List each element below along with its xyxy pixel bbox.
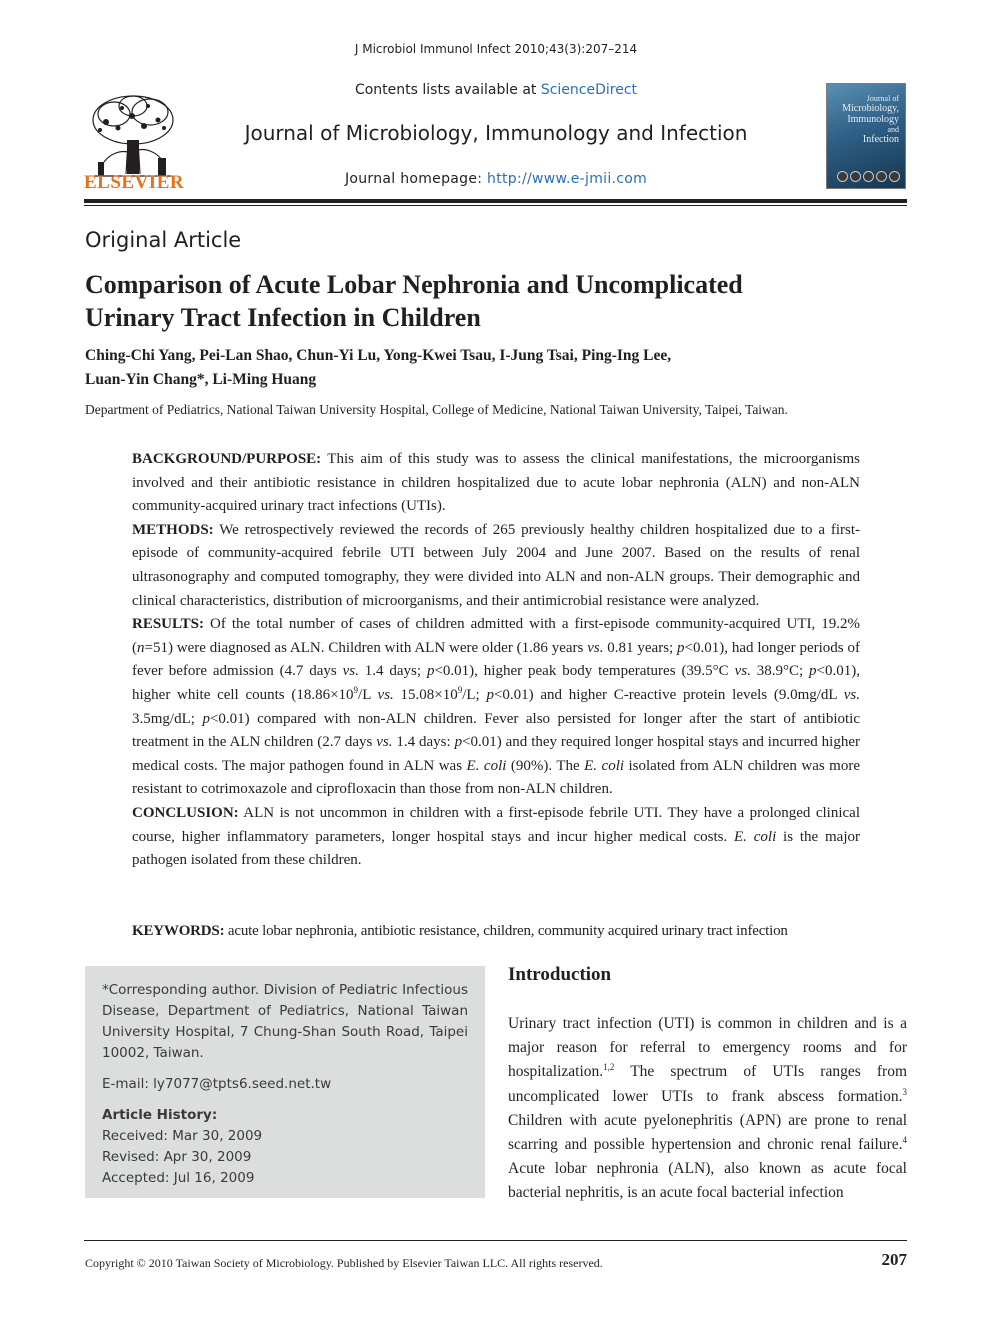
results-text: 3.5mg/dL;: [132, 710, 203, 727]
corresponding-author: *Corresponding author. Division of Pediatric Infectious Disease, Department of Pediatrics, National Taiwan University Hospital, 7 Chung-Shan South Road, Taipei 10002, Taiwan.: [102, 982, 468, 1061]
results-text: vs.: [587, 639, 604, 656]
corresponding-email: E-mail: ly7077@tpts6.seed.net.tw: [102, 1076, 332, 1092]
intro-text: Acute lobar nephronia (ALN), also known as acute focal bacterial nephritis, is an acute focal bacterial infection: [508, 1160, 907, 1202]
footer-divider: [84, 1240, 907, 1241]
results-text: E. coli: [584, 757, 625, 774]
cover-emblem: [876, 171, 887, 182]
header-divider-thick: [84, 199, 907, 203]
intro-text: Children with acute pyelonephritis (APN) are prone to renal scarring and possible hypertension and chronic renal failure.: [508, 1111, 907, 1154]
history-accepted: Accepted: Jul 16, 2009: [102, 1170, 255, 1186]
homepage-prefix: Journal homepage:: [344, 171, 488, 187]
background-text: This aim of this study was to assess the clinical manifestations, the microorganisms involved and their antibiotic resistance in children hospitalized due to acute lobar nephronia (ALN) and non-ALN community-acquired urinary tract infections (UTIs).: [132, 451, 860, 515]
results-text: (90%). The: [506, 757, 585, 774]
authors-line-1: Ching-Chi Yang, Pei-Lan Shao, Chun-Yi Lu, Yong-Kwei Tsau, I-Jung Tsai, Ping-Ing Lee,: [85, 347, 672, 364]
history-received: Received: Mar 30, 2009: [102, 1128, 263, 1144]
intro-text: The spectrum of UTIs ranges from uncomplicated lower UTIs to frank abscess formation.: [508, 1063, 907, 1105]
abstract-background: [132, 448, 860, 519]
author-list: [85, 344, 885, 392]
reference-marker[interactable]: 4: [902, 1134, 907, 1145]
results-text: vs.: [342, 663, 359, 680]
abstract-conclusion: [132, 802, 860, 873]
results-text: <0.01) and higher C-reactive protein levels (9.0mg/dL: [493, 686, 844, 703]
cover-emblem: [889, 171, 900, 182]
methods-label: METHODS:: [132, 521, 214, 538]
journal-title: Journal of Microbiology, Immunology and Infection: [244, 121, 748, 145]
results-text: p: [486, 686, 494, 703]
homepage-link[interactable]: http://www.e-jmii.com: [487, 171, 648, 187]
journal-cover-image: [826, 83, 906, 189]
results-text: 1.4 days:: [392, 734, 455, 751]
header-divider-thin: [84, 205, 907, 206]
elsevier-wordmark: ELSEVIER: [84, 172, 185, 193]
results-text: p: [677, 639, 685, 656]
article-title: [85, 268, 885, 334]
results-text: Of the total number of cases of children admitted with a first-episode community-acquired UTI, 19.2% (: [132, 616, 860, 656]
results-text: /L;: [462, 686, 487, 703]
keywords-text: acute lobar nephronia, antibiotic resistance, children, community acquired urinary tract infection: [224, 923, 788, 939]
results-text: 0.81 years;: [603, 639, 678, 656]
results-text: <0.01) compared with non-ALN children. Fever also persisted for longer after the start of antibiotic treatment in the ALN children (2.7 days: [132, 710, 860, 751]
conclusion-text: E. coli: [734, 828, 777, 845]
results-text: 38.9°C;: [750, 663, 810, 680]
journal-citation: J Microbiol Immunol Infect 2010;43(3):207–214: [354, 42, 638, 56]
conclusion-text: is the major pathogen isolated from these children.: [132, 828, 860, 869]
author-affiliation: Department of Pediatrics, National Taiwan University Hospital, College of Medicine, National Taiwan University, Taipei, Taiwan.: [85, 402, 788, 417]
results-text: <0.01), had longer periods of fever before admission (4.7 days: [132, 639, 860, 680]
correspondence-box: [85, 966, 485, 1198]
reference-marker[interactable]: 3: [902, 1086, 907, 1097]
sciencedirect-link[interactable]: ScienceDirect: [540, 82, 638, 98]
results-text: 15.08×10: [393, 686, 458, 703]
results-text: p: [426, 663, 435, 680]
results-text: p: [202, 710, 210, 727]
article-type: Original Article: [85, 228, 242, 252]
cover-emblem: [850, 171, 861, 182]
results-text: vs.: [734, 663, 751, 680]
conclusion-text: ALN is not uncommon in children with a first-episode febrile UTI. They have a prolonged clinical course, higher inflammatory parameters, longer hospital stays and incur higher medical costs.: [132, 804, 860, 845]
results-text: n: [137, 639, 145, 656]
conclusion-label: CONCLUSION:: [132, 804, 239, 821]
results-text: <0.01), higher peak body temperatures (39.5°C: [434, 663, 735, 680]
results-text: /L: [358, 686, 378, 703]
authors-line-2: Luan-Yin Chang*, Li-Ming Huang: [85, 371, 317, 388]
introduction-heading: Introduction: [508, 964, 612, 985]
cover-line-4: and: [887, 125, 899, 134]
abstract-methods: [132, 519, 860, 613]
keywords-label: KEYWORDS:: [132, 923, 225, 939]
keywords: [132, 923, 860, 940]
abstract-results: [132, 613, 860, 802]
results-text: 1.4 days;: [358, 663, 427, 680]
results-text: vs.: [377, 686, 394, 703]
results-text: <0.01), higher white cell counts (18.86×10: [132, 663, 860, 703]
cover-line-5: Infection: [862, 134, 899, 145]
background-label: BACKGROUND/PURPOSE:: [132, 451, 322, 467]
contents-prefix: Contents lists available at: [354, 82, 541, 98]
results-text: 9: [353, 684, 359, 695]
cover-line-3: Immunology: [847, 114, 899, 125]
intro-text: Urinary tract infection (UTI) is common in children and is a major reason for referral to emergency rooms and for hospitalization.: [508, 1015, 907, 1081]
article-title-line-2: Urinary Tract Infection in Children: [85, 303, 481, 332]
results-text: =51) were diagnosed as ALN. Children with ALN were older (1.86 years: [144, 639, 588, 656]
cover-line-1: Journal of: [866, 94, 899, 103]
article-title-line-1: Comparison of Acute Lobar Nephronia and Uncomplicated: [85, 270, 743, 299]
abstract: [132, 448, 860, 873]
history-revised: Revised: Apr 30, 2009: [102, 1149, 252, 1165]
results-text: p: [809, 663, 817, 680]
results-label: RESULTS:: [132, 616, 204, 633]
results-text: <0.01) and they required longer hospital stays and incurred higher medical costs. The major pathogen found in ALN was: [132, 734, 860, 774]
article-history-title: Article History:: [102, 1107, 218, 1123]
cover-line-2: Microbiology,: [842, 103, 899, 114]
results-text: vs.: [376, 734, 393, 751]
reference-marker[interactable]: 1,2: [603, 1062, 615, 1073]
results-text: p: [454, 734, 463, 751]
introduction-body: [508, 1012, 907, 1206]
cover-emblem: [863, 171, 874, 182]
results-text: vs.: [843, 686, 861, 703]
results-text: isolated from ALN children was more resistant to cotrimoxazole and ciprofloxacin than those from non-ALN children.: [132, 757, 860, 798]
copyright-notice: Copyright © 2010 Taiwan Society of Microbiology. Published by Elsevier Taiwan LLC. All rights reserved.: [85, 1256, 603, 1270]
results-text: E. coli: [466, 757, 507, 774]
results-text: 9: [457, 684, 463, 695]
methods-text: We retrospectively reviewed the records of 265 previously healthy children hospitalized due to a first-episode of community-acquired febrile UTI between July 2004 and June 2007. Based on the results of renal ultrasonography and computed tomography, they were divided into ALN and non-ALN groups. Their demographic and clinical characteristics, distribution of microorganisms, and their antimicrobial resistance were analyzed.: [132, 521, 860, 609]
cover-emblem: [837, 171, 848, 182]
page-number: 207: [881, 1250, 907, 1269]
